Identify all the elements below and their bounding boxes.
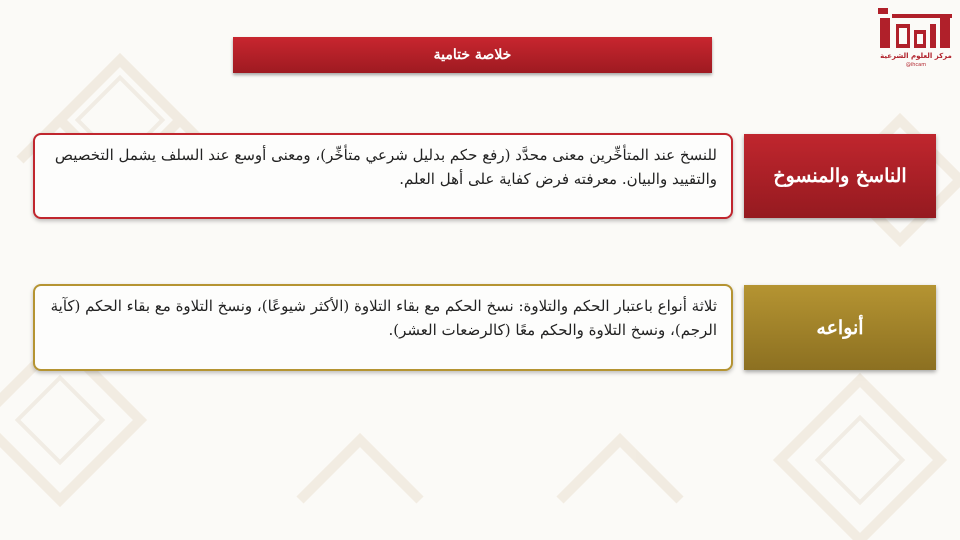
content-box-types: [33, 284, 733, 371]
content-text: ثلاثة أنواع باعتبار الحكم والتلاوة: نسخ الحكم مع بقاء التلاوة (الأكثر شيوعًا)، ونسخ التلاوة مع بقاء الحكم (كآية الرجم)، ونسخ التلاوة والحكم معًا (كالرضعات العشر).: [50, 297, 717, 339]
label-naskh-mansukh: [744, 134, 936, 218]
slide-title: خلاصة ختامية: [433, 47, 512, 63]
slide-title-bar: [233, 37, 712, 73]
logo-caption: مركز العلوم الشرعية: [880, 52, 952, 60]
label-text: أنواعه: [816, 316, 864, 339]
label-types: [744, 285, 936, 370]
label-text: الناسخ والمنسوخ: [773, 165, 907, 187]
logo-subcaption: @ihcam: [905, 62, 927, 68]
content-box-naskh-definition: [33, 133, 733, 219]
content-text: للنسخ عند المتأخِّرين معنى محدَّد (رفع حكم بدليل شرعي متأخِّر)، ومعنى أوسع عند السلف يشمل التخصيص والتقييد والبيان. معرفته فرض كفاية على أهل العلم.: [54, 146, 717, 188]
